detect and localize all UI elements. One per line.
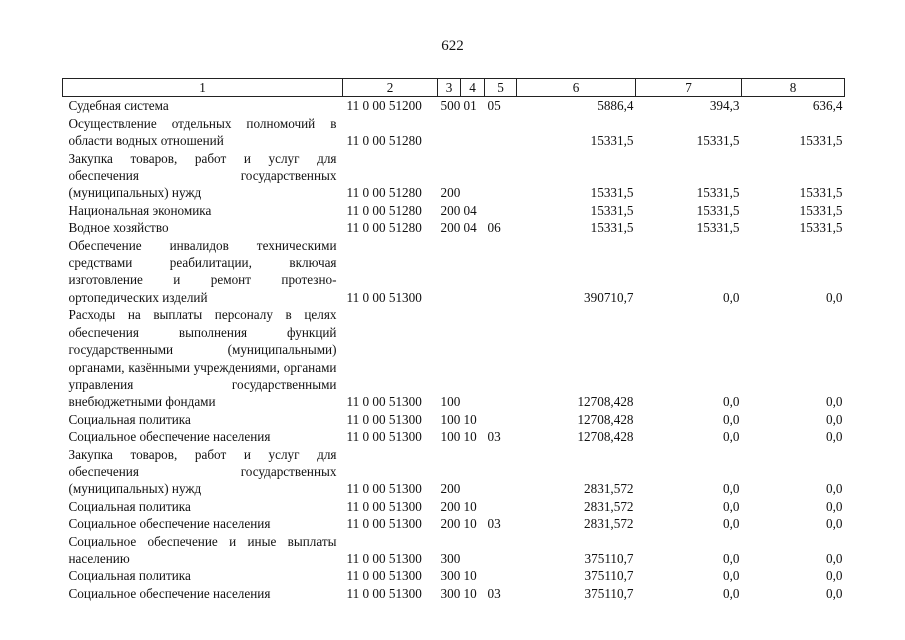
target-code: 11 0 00 51300 xyxy=(346,394,422,410)
subsection-code xyxy=(485,533,517,568)
section-code: 10 xyxy=(463,498,477,514)
header-col-8: 8 xyxy=(742,79,845,97)
row-name: Водное хозяйство xyxy=(68,220,169,236)
section-code: 04 xyxy=(463,220,477,236)
expense-type: 200 xyxy=(440,481,461,497)
row-name: Социальная политика xyxy=(68,498,191,514)
header-col-3: 3 xyxy=(438,79,461,97)
row-name: Социальное обеспечение населения xyxy=(68,516,271,532)
amount-col-8: 0,0 xyxy=(826,429,843,445)
section-code: 10 xyxy=(463,516,477,532)
section-code xyxy=(461,237,485,307)
header-row xyxy=(63,79,845,97)
row-name: Закупка товаров, работ и услуг для обеспечения государственных (муниципальных) нужд xyxy=(68,150,337,201)
header-col-4: 4 xyxy=(461,79,485,97)
amount-col-8: 0,0 xyxy=(826,568,843,584)
expense-type: 500 xyxy=(440,98,461,114)
subsection-code xyxy=(485,237,517,307)
amount-col-7: 15331,5 xyxy=(696,220,740,236)
page-number: 622 xyxy=(441,38,464,54)
amount-col-6: 15331,5 xyxy=(590,202,634,218)
section-code xyxy=(461,306,485,410)
amount-col-6: 15331,5 xyxy=(590,185,634,201)
header-col-1: 1 xyxy=(63,79,343,97)
subsection-code xyxy=(485,498,517,515)
amount-col-7: 15331,5 xyxy=(696,185,740,201)
table-row xyxy=(63,533,845,568)
expense-type: 100 xyxy=(440,411,461,427)
subsection-code xyxy=(485,567,517,584)
expense-type: 200 xyxy=(440,498,461,514)
target-code: 11 0 00 51300 xyxy=(346,516,422,532)
amount-col-7: 0,0 xyxy=(723,289,740,305)
row-name: Социальное обеспечение и иные выплаты населению xyxy=(68,533,337,566)
amount-col-7: 0,0 xyxy=(723,516,740,532)
expense-type: 200 xyxy=(440,202,461,218)
amount-col-8: 0,0 xyxy=(826,585,843,601)
expense-type: 200 xyxy=(440,220,461,236)
row-name: Судебная система xyxy=(68,98,169,114)
amount-col-8: 0,0 xyxy=(826,394,843,410)
amount-col-8: 0,0 xyxy=(826,550,843,566)
section-code xyxy=(461,115,485,150)
subsection-code: 03 xyxy=(487,585,501,601)
subsection-code: 03 xyxy=(487,429,501,445)
section-code: 04 xyxy=(463,202,477,218)
expense-type: 300 xyxy=(440,585,461,601)
target-code: 11 0 00 51300 xyxy=(346,498,422,514)
amount-col-6: 2831,572 xyxy=(584,498,634,514)
row-name: Социальная политика xyxy=(68,411,191,427)
table-row xyxy=(63,115,845,150)
table-body xyxy=(63,97,845,602)
section-code: 10 xyxy=(463,568,477,584)
expense-type xyxy=(438,115,461,150)
target-code: 11 0 00 51280 xyxy=(346,220,422,236)
section-code xyxy=(461,150,485,202)
amount-col-7: 0,0 xyxy=(723,585,740,601)
amount-col-6: 375110,7 xyxy=(584,568,634,584)
row-name: Социальная политика xyxy=(68,568,191,584)
subsection-code: 03 xyxy=(487,516,501,532)
target-code: 11 0 00 51300 xyxy=(346,411,422,427)
target-code: 11 0 00 51300 xyxy=(346,568,422,584)
expense-type: 100 xyxy=(440,394,461,410)
amount-col-8: 15331,5 xyxy=(799,202,843,218)
amount-col-7: 0,0 xyxy=(723,411,740,427)
amount-col-7: 15331,5 xyxy=(696,202,740,218)
amount-col-6: 12708,428 xyxy=(577,411,634,427)
target-code: 11 0 00 51300 xyxy=(346,550,422,566)
amount-col-6: 2831,572 xyxy=(584,516,634,532)
table-row xyxy=(63,306,845,410)
amount-col-7: 0,0 xyxy=(723,550,740,566)
section-code xyxy=(461,533,485,568)
target-code: 11 0 00 51300 xyxy=(346,289,422,305)
amount-col-8: 0,0 xyxy=(826,516,843,532)
table-row xyxy=(63,411,845,428)
amount-col-6: 375110,7 xyxy=(584,585,634,601)
section-code: 10 xyxy=(463,585,477,601)
amount-col-6: 5886,4 xyxy=(597,98,634,114)
section-code: 10 xyxy=(463,411,477,427)
amount-col-8: 0,0 xyxy=(826,498,843,514)
amount-col-6: 12708,428 xyxy=(577,429,634,445)
row-name: Национальная экономика xyxy=(68,202,212,218)
subsection-code xyxy=(485,446,517,498)
header-col-5: 5 xyxy=(485,79,517,97)
amount-col-8: 0,0 xyxy=(826,481,843,497)
row-name: Обеспечение инвалидов техническими средствами реабилитации, включая изготовление и ремонт протезно-ортопедических изделий xyxy=(68,237,337,305)
amount-col-7: 15331,5 xyxy=(696,133,740,149)
amount-col-6: 390710,7 xyxy=(584,289,634,305)
table-row xyxy=(63,515,845,532)
amount-col-8: 0,0 xyxy=(826,411,843,427)
budget-table xyxy=(62,78,845,602)
amount-col-7: 0,0 xyxy=(723,568,740,584)
table-row xyxy=(63,567,845,584)
table-row xyxy=(63,428,845,445)
amount-col-7: 0,0 xyxy=(723,429,740,445)
table-row xyxy=(63,237,845,307)
table-row xyxy=(63,202,845,219)
table-row xyxy=(63,585,845,602)
expense-type: 200 xyxy=(440,516,461,532)
subsection-code: 05 xyxy=(487,98,501,114)
target-code: 11 0 00 51300 xyxy=(346,481,422,497)
subsection-code xyxy=(485,115,517,150)
header-col-2: 2 xyxy=(343,79,438,97)
row-name: Социальное обеспечение населения xyxy=(68,429,271,445)
table-row xyxy=(63,446,845,498)
table-row xyxy=(63,498,845,515)
expense-type: 300 xyxy=(440,568,461,584)
target-code: 11 0 00 51200 xyxy=(346,98,422,114)
target-code: 11 0 00 51280 xyxy=(346,133,422,149)
subsection-code xyxy=(485,150,517,202)
amount-col-8: 0,0 xyxy=(826,289,843,305)
amount-col-6: 15331,5 xyxy=(590,220,634,236)
section-code: 10 xyxy=(463,429,477,445)
subsection-code xyxy=(485,411,517,428)
header-col-7: 7 xyxy=(636,79,742,97)
target-code: 11 0 00 51280 xyxy=(346,202,422,218)
subsection-code xyxy=(485,306,517,410)
row-name: Расходы на выплаты персоналу в целях обеспечения выполнения функций государственными (муниципальными) органами, казёнными учреждениями, органами управления государственными внебюджетными фондами xyxy=(68,307,337,410)
table-row xyxy=(63,150,845,202)
row-name: Осуществление отдельных полномочий в области водных отношений xyxy=(68,115,337,149)
row-name: Социальное обеспечение населения xyxy=(68,585,271,601)
expense-type: 100 xyxy=(440,429,461,445)
section-code xyxy=(461,446,485,498)
table-row xyxy=(63,97,845,115)
amount-col-7: 394,3 xyxy=(709,98,740,114)
amount-col-6: 15331,5 xyxy=(590,133,634,149)
target-code: 11 0 00 51300 xyxy=(346,585,422,601)
amount-col-6: 2831,572 xyxy=(584,481,634,497)
subsection-code: 06 xyxy=(487,220,501,236)
expense-type: 300 xyxy=(440,550,461,566)
section-code: 01 xyxy=(463,98,477,114)
target-code: 11 0 00 51280 xyxy=(346,185,422,201)
amount-col-7: 0,0 xyxy=(723,481,740,497)
amount-col-8: 636,4 xyxy=(812,98,843,114)
amount-col-8: 15331,5 xyxy=(799,133,843,149)
header-col-6: 6 xyxy=(517,79,636,97)
amount-col-7: 0,0 xyxy=(723,394,740,410)
amount-col-8: 15331,5 xyxy=(799,220,843,236)
amount-col-8: 15331,5 xyxy=(799,185,843,201)
amount-col-6: 12708,428 xyxy=(577,394,634,410)
subsection-code xyxy=(485,202,517,219)
expense-type xyxy=(438,237,461,307)
table-row xyxy=(63,219,845,236)
row-name: Закупка товаров, работ и услуг для обеспечения государственных (муниципальных) нужд xyxy=(68,446,337,497)
expense-type: 200 xyxy=(440,185,461,201)
amount-col-7: 0,0 xyxy=(723,498,740,514)
amount-col-6: 375110,7 xyxy=(584,550,634,566)
target-code: 11 0 00 51300 xyxy=(346,429,422,445)
